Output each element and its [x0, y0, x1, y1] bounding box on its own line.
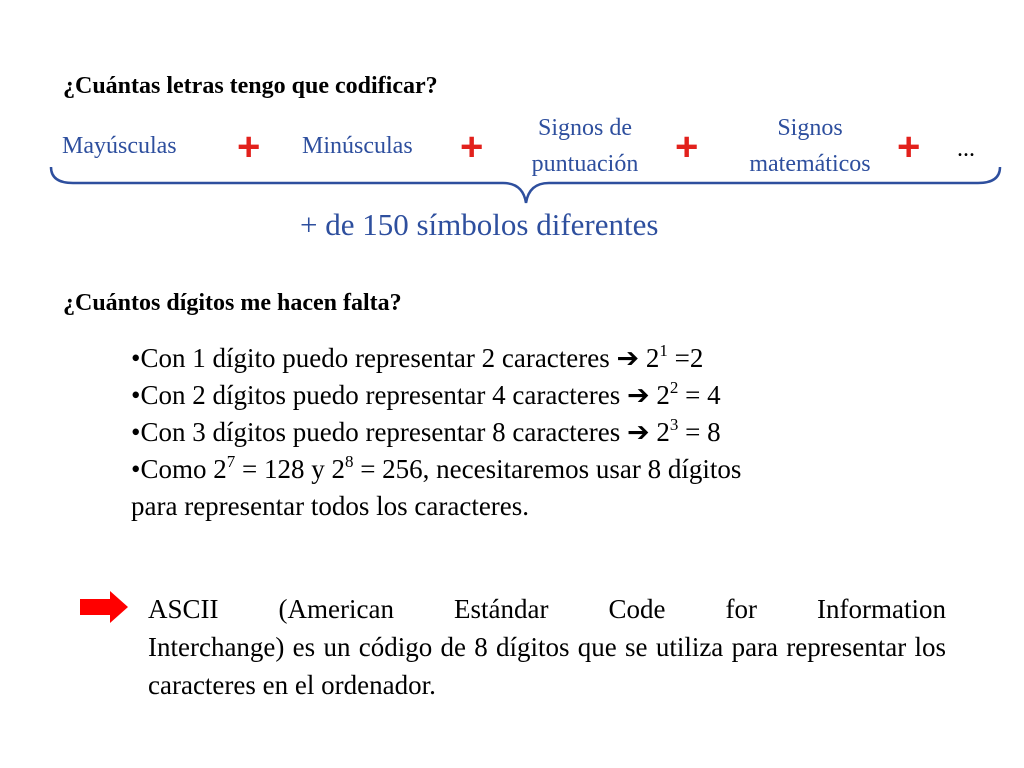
ascii-line1: ASCII (American Estándar Code for Information: [148, 594, 946, 624]
plus-sign: +: [675, 125, 699, 169]
category-line: Signos: [777, 115, 843, 141]
bullet-item: •Con 3 dígitos puedo representar 8 caracteres ➔ $2^3 = 8$: [131, 415, 721, 447]
plus-sign: +: [897, 125, 921, 169]
ellipsis: ...: [957, 136, 975, 162]
plus-sign: +: [460, 125, 484, 169]
category-line: Signos de: [537, 115, 632, 141]
arrow-icon: ➔: [616, 343, 640, 373]
question-letters: ¿Cuántas letras tengo que codificar?: [63, 73, 438, 99]
category-line: puntuación: [531, 151, 639, 177]
bullet-item: •Como $2^7 = 128$ y $2^8 = 256$, necesitaremos usar 8 dígitos: [131, 452, 742, 484]
category-minusculas: Minúsculas: [302, 133, 413, 159]
summary-text: + de 150 símbolos diferentes: [300, 207, 659, 242]
bullet-item: •Con 1 dígito puedo representar 2 caracteres ➔ $2^1 =2$: [131, 341, 704, 373]
bullet-item: •Con 2 dígitos puedo representar 4 caracteres ➔ $2^2 = 4$: [131, 378, 721, 410]
question-digits: ¿Cuántos dígitos me hacen falta?: [63, 290, 402, 316]
category-mayusculas: Mayúsculas: [62, 133, 177, 159]
plus-sign: +: [237, 125, 261, 169]
arrow-icon: ➔: [627, 417, 650, 447]
ascii-rest: Interchange) es un código de 8 dígitos que se utiliza para representar los caracteres en el ordenador.: [148, 632, 946, 700]
ascii-paragraph: [148, 590, 946, 704]
right-arrow-icon: [80, 590, 130, 624]
bullet-continuation: para representar todos los caracteres.: [131, 491, 530, 521]
arrow-icon: ➔: [627, 380, 650, 410]
category-line: matemáticos: [749, 151, 871, 177]
bullet-list: [131, 340, 741, 525]
grouping-brace: [48, 165, 1003, 210]
